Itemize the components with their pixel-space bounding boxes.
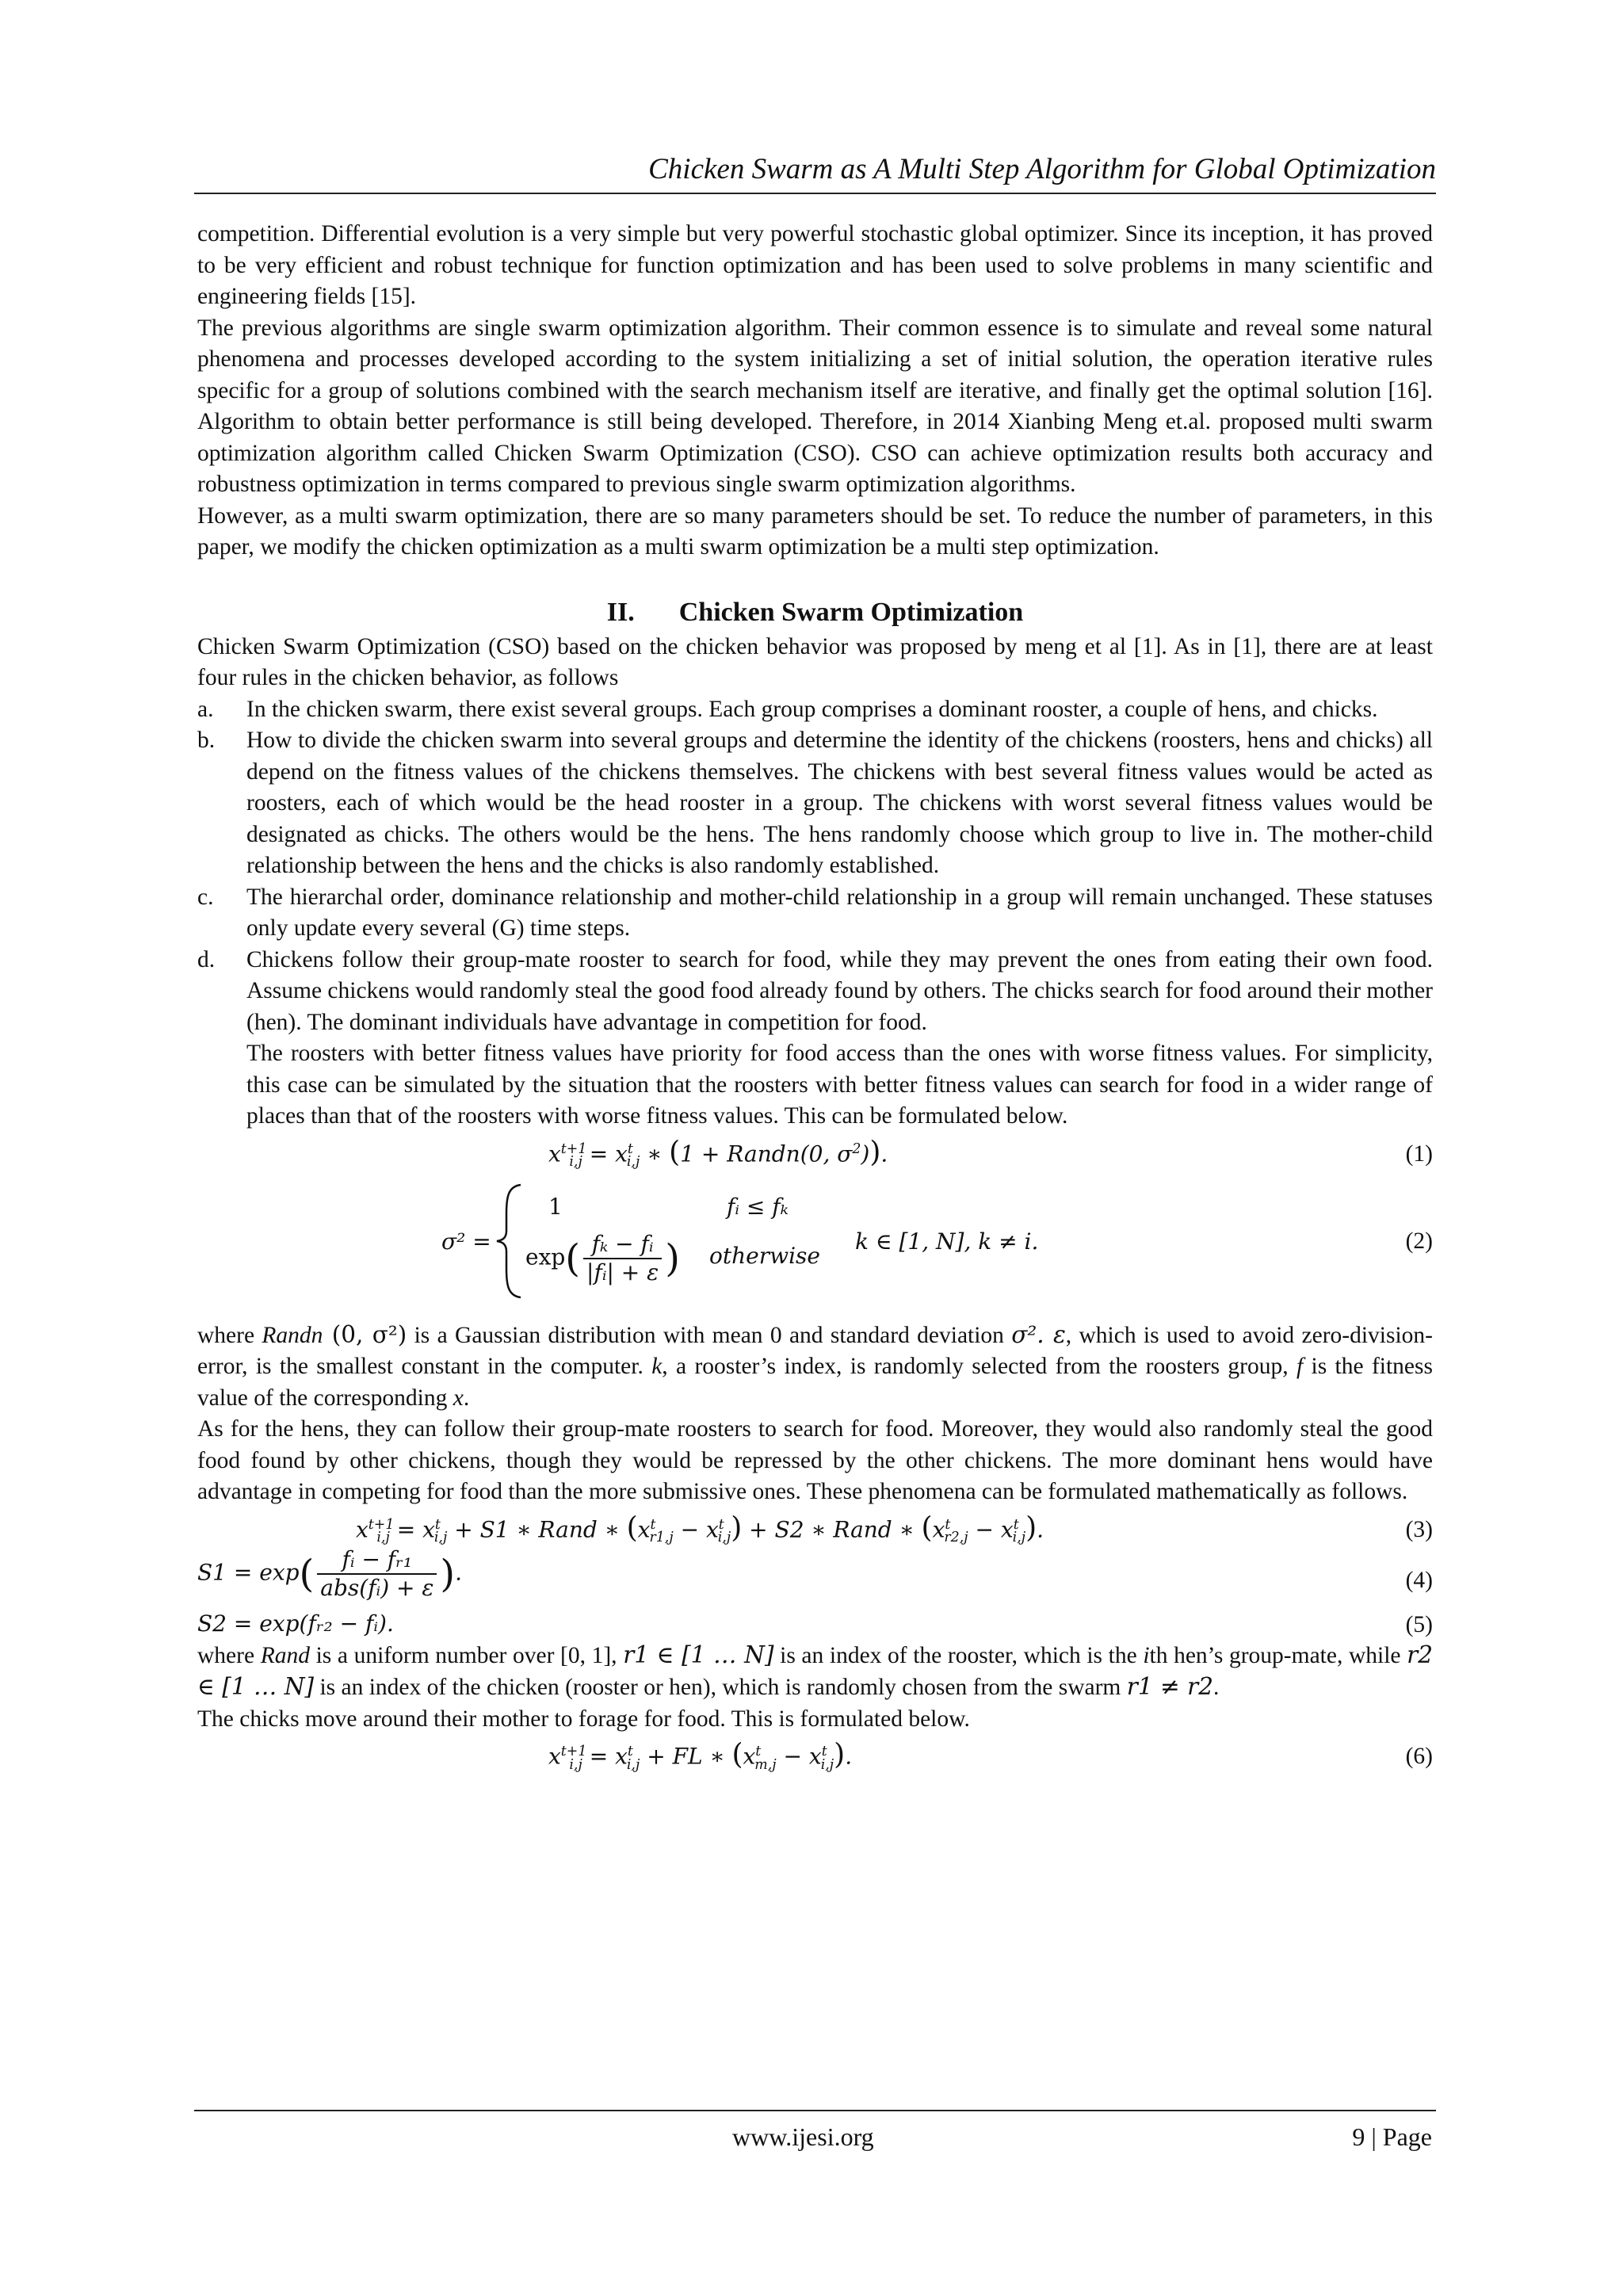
footer-page-number: 9 | Page — [1352, 2122, 1432, 2151]
equation-2-domain: k ∈ [1, N], k ≠ i. — [855, 1228, 1039, 1255]
rule-item — [197, 725, 1433, 882]
equation-3 — [197, 1508, 1433, 1546]
left-brace-icon — [494, 1182, 525, 1301]
randn-term: Randn — [262, 1322, 323, 1348]
fraction-numerator: fᵢ − fᵣ₁ — [317, 1546, 437, 1575]
rules-list — [197, 694, 1433, 1039]
paragraph-multi-step — [197, 501, 1433, 563]
text-fragment: th hen’s group-mate, while — [1149, 1642, 1407, 1668]
equation-5-number: (5) — [1405, 1611, 1433, 1637]
paragraph-differential-evolution: competition. Differential evolution is a very simple but very powerful stochastic global optimizer. Since its inception, it has proved to be very efficient and robust technique for function optimization and has been used to solve problems in many scientific and engineering fields [15]. — [197, 221, 1433, 309]
exp-function: exp — [525, 1244, 566, 1270]
paragraph-cso-intro: Chicken Swarm Optimization (CSO) based on the chicken behavior was proposed by meng et al [1]. As in [1], there are at least four rules in the chicken behavior, as follows — [197, 633, 1433, 690]
r1-neq-r2: r1 ≠ r2 — [1126, 1673, 1213, 1700]
equation-3-expression: $x^{t+1}_{i,j} = x^t_{i,j} + S1$ ∗ Rand ∗ $(x^t_{r1,j} - x^t_{i,j}) + S2$ ∗ Rand ∗ $(x^t_{r2,j} - x^t_{i,j})$. — [356, 1511, 1044, 1546]
footer-rule — [194, 2110, 1436, 2111]
text-fragment: . — [455, 1559, 463, 1585]
x-term: x — [453, 1385, 464, 1411]
section-title: Chicken Swarm Optimization — [678, 597, 1024, 627]
footer-website-link[interactable]: www.ijesi.org — [732, 2122, 874, 2151]
epsilon-term: ε — [1044, 1320, 1066, 1348]
paragraph-randn-definition — [197, 1320, 1433, 1415]
equation-2-number: (2) — [1405, 1228, 1433, 1254]
fraction — [317, 1546, 437, 1602]
paragraph-multi-step-text: However, as a multi swarm optimization, there are so many parameters should be set. To reduce the number of parameters, in this paper, we modify the chicken optimization as a multi swarm optimization be a multi step optimization. — [197, 502, 1433, 560]
fraction-denominator: abs(fᵢ) + ε — [320, 1574, 434, 1601]
section-heading — [197, 597, 1433, 628]
f-term: f — [1296, 1354, 1304, 1379]
equation-2-lhs: σ² = — [441, 1228, 491, 1255]
rule-marker: d. — [197, 946, 216, 972]
rule-text: The hierarchal order, dominance relationship and mother-child relationship in a group will remain unchanged. These statuses only update every several (G) time steps. — [246, 884, 1433, 941]
equation-6-expression: $x^{t+1}_{i,j} = x^t_{i,j}$ + FL ∗ $(x^t_{m,j} - x^t_{i,j})$. — [548, 1738, 853, 1773]
equation-4 — [197, 1546, 1433, 1608]
equation-3-number: (3) — [1405, 1516, 1433, 1542]
rand-term: Rand — [260, 1642, 310, 1668]
running-header: Chicken Swarm as A Multi Step Algorithm for Global Optimization — [648, 153, 1436, 185]
text-fragment: is a Gaussian distribution with mean 0 and standard deviation — [407, 1322, 1012, 1348]
rule-item — [197, 945, 1433, 1039]
sigma-term: σ². — [1011, 1320, 1044, 1348]
rule-text: How to divide the chicken swarm into several groups and determine the identity of the chickens (roosters, hens and chicks) all depend on the fitness values of the chickens themselves. The chickens with best several fitness values would be acted as roosters, each of which would be the head rooster in a group. The chickens with worst several fitness values would be designated as chicks. The others would be the hens. The hens randomly choose which group to live in. The mother-child relationship between the hens and the chicks is also randomly established. — [246, 728, 1433, 878]
rule-marker: b. — [197, 728, 216, 753]
text-fragment: where — [197, 1642, 261, 1668]
equation-2-case2-value: exp( $\frac{\text{fₖ − fᵢ}}{\text{|fᵢ| + ε}}$ ) — [525, 1230, 680, 1286]
text-fragment: is an index of the chicken (rooster or hen), which is randomly chosen from the swarm — [314, 1675, 1127, 1700]
equation-4-lhs: S1 = exp — [197, 1559, 300, 1585]
equation-6 — [197, 1735, 1433, 1773]
equation-5-expression: S2 = exp(fᵣ₂ − fᵢ). — [197, 1610, 394, 1637]
equation-2-case1-value: 1 — [548, 1193, 563, 1220]
text-fragment: is a uniform number over [0, 1], — [309, 1642, 624, 1668]
paragraph-single-swarm: The previous algorithms are single swarm optimization algorithm. Their common essence is to simulate and reveal some natural phenomena and processes developed according to the system initializing a set of initial solution, the operation iterative rules specific for a group of solutions combined with the search mechanism itself are iterative, and finally get the optimal solution [16]. Algorithm to obtain better performance is still being developed. Therefore, in 2014 Xianbing Meng et.al. proposed multi swarm optimization algorithm called Chicken Swarm Optimization (CSO). CSO can achieve optimization results both accuracy and robustness optimization in terms compared to previous single swarm optimization algorithms. — [197, 315, 1433, 497]
text-fragment: is an index of the rooster, which is the — [773, 1642, 1144, 1668]
rule-text: In the chicken swarm, there exist several groups. Each group comprises a dominant rooster, a couple of hens, and chicks. — [246, 696, 1378, 722]
text-fragment: . — [1212, 1675, 1220, 1700]
section-number: II. — [606, 597, 635, 627]
equation-2 — [197, 1182, 1433, 1301]
paragraph-chicks: The chicks move around their mother to forage for food. This is formulated below. — [197, 1706, 970, 1732]
equation-6-number: (6) — [1405, 1744, 1433, 1769]
k-term: k — [651, 1354, 663, 1379]
paragraph-hens: As for the hens, they can follow their group-mate roosters to search for food. Moreover, they would also randomly steal the good food found by other chickens, though they would be repressed by the other chickens. The more dominant hens would have advantage in competing for food than the more submissive ones. These phenomena can be formulated mathematically as follows. — [197, 1416, 1433, 1504]
text-fragment: where — [197, 1322, 262, 1348]
i-term: i — [1143, 1642, 1150, 1668]
fraction-numerator: fₖ − fᵢ — [583, 1231, 662, 1259]
equation-1 — [197, 1133, 1433, 1171]
fraction — [583, 1231, 662, 1286]
r2-set: r2 ∈ [1 … N] — [197, 1641, 1433, 1700]
equation-2-case2-condition: otherwise — [709, 1242, 820, 1269]
text-fragment: . — [463, 1385, 470, 1411]
equation-1-number: (1) — [1405, 1140, 1433, 1167]
text-fragment: is the fitness value of the corresponding — [197, 1354, 1433, 1411]
header-rule — [194, 193, 1436, 194]
r1-set: r1 ∈ [1 … N] — [623, 1641, 774, 1668]
paragraph-roosters: The roosters with better fitness values have priority for food access than the ones with worse fitness values. For simplicity, this case can be simulated by the situation that the roosters with better fitness values can search for food in a wider range of places than that of the roosters with worse fitness values. This can be formulated below. — [246, 1041, 1433, 1129]
equation-4-expression: S1 = exp( $\frac{\text{fᵢ − fᵣ₁}}{\text{abs(fᵢ) + ε}}$ ). — [197, 1545, 463, 1601]
randn-argument: (0, σ²) — [323, 1320, 407, 1348]
fraction-denominator: |fᵢ| + ε — [586, 1259, 659, 1286]
rule-item — [197, 882, 1433, 945]
text-fragment: , which is used to avoid zero-division-error, is the smallest constant in the computer. — [197, 1322, 1433, 1379]
rule-text: Chickens follow their group-mate rooster to search for food, while they may prevent the ones from eating their own food. Assume chickens would randomly steal the good food already found by others. The chicks search for food around their mother (hen). The dominant individuals have advantage in competition for food. — [246, 946, 1433, 1035]
body-text — [197, 219, 1433, 1773]
equation-1-expression: $x^{t+1}_{i,j} = x^t_{i,j}$ ∗ (1 + Randn(0, $\sigma^2$)). — [548, 1135, 888, 1171]
equation-4-number: (4) — [1405, 1567, 1433, 1593]
equation-5 — [197, 1608, 1433, 1640]
equation-2-case1-condition: fᵢ ≤ fₖ — [727, 1193, 789, 1220]
text-fragment: , a rooster’s index, is randomly selected from the roosters group, — [662, 1354, 1296, 1379]
rule-marker: a. — [197, 696, 214, 722]
rule-item — [197, 694, 1433, 726]
paragraph-rand-definition — [197, 1640, 1433, 1704]
rule-marker: c. — [197, 884, 214, 910]
